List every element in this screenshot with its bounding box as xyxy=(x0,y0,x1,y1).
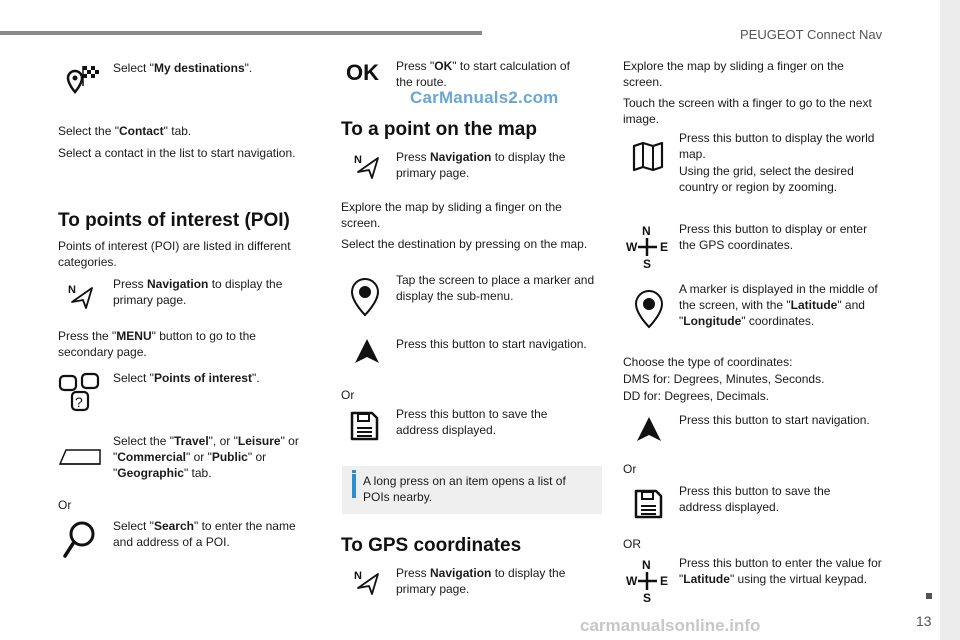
watermark: CarManuals2.com xyxy=(410,88,559,107)
dd-text: DD for: Degrees, Decimals. xyxy=(623,389,770,403)
map-heading: To a point on the map xyxy=(341,119,537,140)
end-marker xyxy=(926,593,932,599)
svg-text:S: S xyxy=(643,591,652,604)
save-icon xyxy=(632,488,664,520)
poi-heading: To points of interest (POI) xyxy=(58,210,290,231)
map-marker-icon xyxy=(348,276,382,318)
page-header-title: PEUGEOT Connect Nav xyxy=(740,27,883,42)
gps-button-text: Press this button to display or enter the GPS coordinates. xyxy=(679,222,868,253)
gps-heading: To GPS coordinates xyxy=(341,535,522,556)
tabs-icon xyxy=(58,446,102,468)
grid-text: Using the grid, select the desired country or region by zooming. xyxy=(679,164,854,195)
tap-marker-text: Tap the screen to place a marker and display the sub-menu. xyxy=(396,273,595,304)
gps-coordinates-icon xyxy=(626,224,670,270)
info-icon-dot xyxy=(352,470,356,473)
svg-text:W: W xyxy=(626,574,638,588)
contact-select-text: Select a contact in the list to start navigation. xyxy=(58,146,296,160)
navigation-icon xyxy=(352,568,382,598)
info-icon xyxy=(352,474,356,498)
latitude-keypad-text: Press this button to enter the value for "Latitude" using the virtual keypad. xyxy=(679,556,882,587)
destination-flag-icon xyxy=(58,64,100,104)
footer-watermark: carmanualsonline.info xyxy=(580,616,761,635)
press-navigation-text-2: Press Navigation to display the primary page. xyxy=(396,150,566,181)
svg-text:W: W xyxy=(626,240,638,254)
world-map-icon xyxy=(632,140,664,172)
or-text: Or xyxy=(58,498,72,512)
start-navigation-icon xyxy=(634,414,664,444)
poi-intro-text: Points of interest (POI) are listed in different categories. xyxy=(58,239,291,270)
map-marker-icon xyxy=(632,288,666,330)
svg-text:S: S xyxy=(643,257,652,270)
save-icon xyxy=(348,410,380,442)
touch-screen-text: Touch the screen with a finger to go to the next image. xyxy=(623,96,872,127)
header-rule xyxy=(0,31,482,35)
ok-text: Press "OK" to start calculation of the route. xyxy=(396,59,570,90)
page-number: 13 xyxy=(916,613,932,629)
svg-text:N: N xyxy=(642,224,651,238)
contact-tab-text: Select the "Contact" tab. xyxy=(58,124,192,138)
poi-select-text: Select "Points of interest". xyxy=(113,371,260,385)
marker-coordinates-text: A marker is displayed in the middle of the screen, with the "Latitude" and "Longitude" coordinates. xyxy=(679,282,878,329)
svg-text:?: ? xyxy=(75,394,83,410)
start-navigation-text-2: Press this button to start navigation. xyxy=(679,413,870,427)
or-text-3: Or xyxy=(623,462,637,476)
menu-text: Press the "MENU" button to go to the secondary page. xyxy=(58,329,256,360)
page-edge-strip xyxy=(940,0,960,640)
or-text-4: OR xyxy=(623,537,641,551)
explore-map-text-2: Explore the map by sliding a finger on the screen. xyxy=(623,59,844,90)
explore-map-text: Explore the map by sliding a finger on the screen. xyxy=(341,200,562,231)
or-text-2: Or xyxy=(341,388,355,402)
svg-text:N: N xyxy=(354,154,362,166)
svg-text:N: N xyxy=(354,570,362,582)
choose-coordinates-text: Choose the type of coordinates: xyxy=(623,355,793,369)
world-map-text: Press this button to display the world map. xyxy=(679,131,875,162)
poi-search-icon xyxy=(58,372,102,414)
navigation-icon xyxy=(352,152,382,182)
gps-coordinates-icon xyxy=(626,558,670,604)
start-navigation-text: Press this button to start navigation. xyxy=(396,337,587,351)
search-text: Select "Search" to enter the name and address of a POI. xyxy=(113,519,296,550)
svg-text:E: E xyxy=(660,574,669,588)
press-navigation-text: Press Navigation to display the primary page. xyxy=(113,277,283,308)
search-icon xyxy=(62,520,98,560)
svg-text:N: N xyxy=(642,558,651,572)
navigation-icon xyxy=(66,282,96,312)
svg-text:E: E xyxy=(660,240,669,254)
save-address-text: Press this button to save the address displayed. xyxy=(396,407,548,438)
press-navigation-text-3: Press Navigation to display the primary page. xyxy=(396,566,566,597)
select-destination-text: Select the destination by pressing on the map. xyxy=(341,237,588,251)
tabs-text: Select the "Travel", or "Leisure" or "Commercial" or "Public" or "Geographic" tab. xyxy=(113,434,299,481)
start-navigation-icon xyxy=(352,336,382,366)
save-address-text-2: Press this button to save the address displayed. xyxy=(679,484,831,515)
info-text: A long press on an item opens a list of POIs nearby. xyxy=(363,474,566,505)
my-destinations-text: Select "My destinations". xyxy=(113,61,253,75)
svg-text:N: N xyxy=(68,284,76,296)
dms-text: DMS for: Degrees, Minutes, Seconds. xyxy=(623,372,825,386)
ok-icon: OK xyxy=(346,60,379,85)
